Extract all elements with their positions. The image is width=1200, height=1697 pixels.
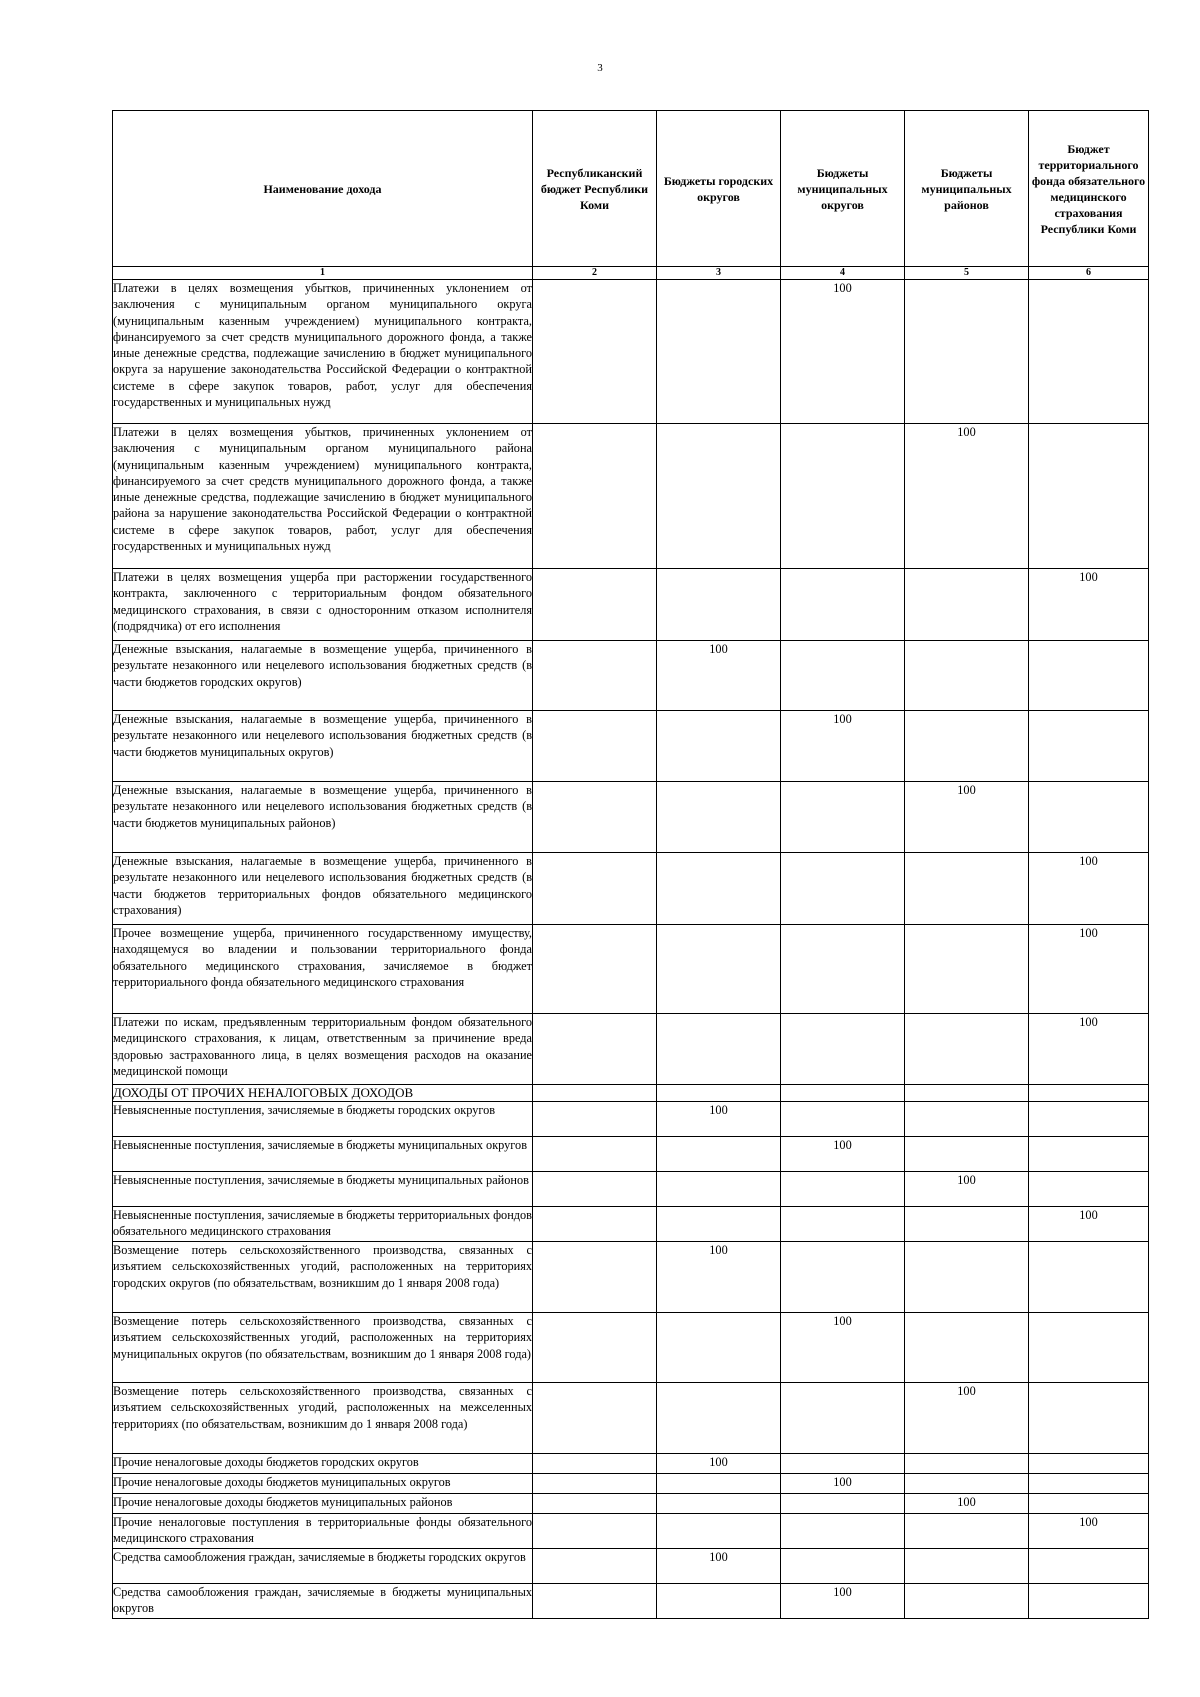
percent-cell — [781, 1085, 905, 1102]
percent-cell — [1029, 1383, 1149, 1454]
table-body — [113, 280, 1149, 1619]
header-medical-insurance-fund: Бюджет территориального фонда обязательного медицинского страхования Республики Коми — [1029, 111, 1149, 267]
percent-cell — [1029, 1494, 1149, 1514]
percent-cell — [781, 1014, 905, 1085]
income-name-cell: Возмещение потерь сельскохозяйственного производства, связанных с изъятием сельскохозяйственных угодий, расположенных на территориях городских округов (по обязательствам, возникшим до 1 января 2008 года) — [113, 1242, 533, 1313]
header-income-name: Наименование дохода — [113, 111, 533, 267]
income-name-cell: Невыясненные поступления, зачисляемые в бюджеты муниципальных районов — [113, 1172, 533, 1207]
percent-cell — [533, 1085, 657, 1102]
percent-cell — [905, 711, 1029, 782]
percent-cell — [1029, 1549, 1149, 1584]
header-municipal-districts: Бюджеты муниципальных округов — [781, 111, 905, 267]
table-row — [113, 853, 1149, 925]
table-row — [113, 424, 1149, 569]
percent-cell — [657, 782, 781, 853]
percent-cell — [781, 569, 905, 641]
table-row — [113, 1584, 1149, 1619]
percent-cell — [533, 853, 657, 925]
percent-cell — [533, 424, 657, 569]
percent-cell — [905, 569, 1029, 641]
percent-cell — [1029, 1474, 1149, 1494]
income-name-cell: Платежи в целях возмещения убытков, причиненных уклонением от заключения с муниципальным органом муниципального округа (муниципальным казенным учреждением) муниципального контракта, финансируемого за счет средств муниципального дорожного фонда, а также иные денежные средства, подлежащие зачислению в бюджет муниципального округа за нарушение законодательства Российской Федерации о контрактной системе в сфере закупок товаров, работ, услуг для обеспечения государственных и муниципальных нужд — [113, 280, 533, 424]
header-republican-budget: Республиканский бюджет Республики Коми — [533, 111, 657, 267]
percent-cell — [1029, 1584, 1149, 1619]
percent-cell — [1029, 1102, 1149, 1137]
percent-cell — [657, 569, 781, 641]
percent-cell — [657, 280, 781, 424]
column-number: 1 — [113, 267, 533, 280]
table-row — [113, 1207, 1149, 1242]
percent-cell — [781, 925, 905, 1014]
percent-cell: 100 — [1029, 1514, 1149, 1549]
income-name-cell: Денежные взыскания, налагаемые в возмещение ущерба, причиненного в результате незаконного или нецелевого использования бюджетных средств (в части бюджетов муниципальных районов) — [113, 782, 533, 853]
percent-cell — [533, 569, 657, 641]
percent-cell — [657, 424, 781, 569]
table-row — [113, 1494, 1149, 1514]
percent-cell — [657, 1172, 781, 1207]
income-name-cell: Денежные взыскания, налагаемые в возмещение ущерба, причиненного в результате незаконного или нецелевого использования бюджетных средств (в части бюджетов муниципальных округов) — [113, 711, 533, 782]
percent-cell — [781, 1207, 905, 1242]
percent-cell: 100 — [657, 641, 781, 711]
percent-cell — [533, 1549, 657, 1584]
percent-cell — [533, 925, 657, 1014]
section-title: ДОХОДЫ ОТ ПРОЧИХ НЕНАЛОГОВЫХ ДОХОДОВ — [113, 1085, 533, 1102]
table-row — [113, 1137, 1149, 1172]
column-number-row — [113, 267, 1149, 280]
percent-cell — [905, 1014, 1029, 1085]
percent-cell — [657, 1584, 781, 1619]
percent-cell — [533, 1102, 657, 1137]
percent-cell — [781, 853, 905, 925]
percent-cell — [905, 1584, 1029, 1619]
percent-cell: 100 — [781, 1474, 905, 1494]
percent-cell — [781, 1454, 905, 1474]
income-name-cell: Невыясненные поступления, зачисляемые в бюджеты муниципальных округов — [113, 1137, 533, 1172]
percent-cell: 100 — [781, 711, 905, 782]
percent-cell — [905, 280, 1029, 424]
percent-cell — [1029, 1454, 1149, 1474]
table-row — [113, 1454, 1149, 1474]
table-row — [113, 1474, 1149, 1494]
percent-cell: 100 — [657, 1549, 781, 1584]
percent-cell — [533, 1494, 657, 1514]
percent-cell: 100 — [1029, 1014, 1149, 1085]
percent-cell — [781, 1514, 905, 1549]
percent-cell — [781, 1383, 905, 1454]
percent-cell — [657, 711, 781, 782]
percent-cell — [781, 1172, 905, 1207]
percent-cell — [657, 853, 781, 925]
percent-cell: 100 — [905, 782, 1029, 853]
income-name-cell: Прочее возмещение ущерба, причиненного государственному имуществу, находящемуся во владении и пользовании территориального фонда обязательного медицинского страхования, зачисляемое в бюджет территориального фонда обязательного медицинского страхования — [113, 925, 533, 1014]
percent-cell — [533, 641, 657, 711]
percent-cell — [905, 1137, 1029, 1172]
percent-cell: 100 — [781, 1313, 905, 1383]
percent-cell — [533, 1172, 657, 1207]
percent-cell — [1029, 424, 1149, 569]
percent-cell: 100 — [1029, 853, 1149, 925]
percent-cell — [657, 1207, 781, 1242]
percent-cell — [533, 1383, 657, 1454]
income-name-cell: Прочие неналоговые поступления в территориальные фонды обязательного медицинского страхования — [113, 1514, 533, 1549]
table-row — [113, 1242, 1149, 1313]
percent-cell — [781, 782, 905, 853]
page-number: 3 — [597, 62, 603, 74]
income-name-cell: Прочие неналоговые доходы бюджетов городских округов — [113, 1454, 533, 1474]
income-name-cell: Средства самообложения граждан, зачисляемые в бюджеты городских округов — [113, 1549, 533, 1584]
income-name-cell: Платежи по искам, предъявленным территориальным фондом обязательного медицинского страхования, к лицам, ответственным за причинение вреда здоровью застрахованного лица, в целях возмещения расходов на оказание медицинской помощи — [113, 1014, 533, 1085]
percent-cell: 100 — [905, 1494, 1029, 1514]
table-row — [113, 1102, 1149, 1137]
percent-cell — [533, 711, 657, 782]
table-row — [113, 1313, 1149, 1383]
percent-cell — [905, 1549, 1029, 1584]
percent-cell — [781, 1102, 905, 1137]
percent-cell — [905, 925, 1029, 1014]
revenue-distribution-table — [112, 110, 1149, 1619]
percent-cell — [533, 1514, 657, 1549]
percent-cell: 100 — [1029, 925, 1149, 1014]
percent-cell — [1029, 1242, 1149, 1313]
percent-cell: 100 — [781, 280, 905, 424]
column-number: 6 — [1029, 267, 1149, 280]
header-municipal-regions: Бюджеты муниципальных районов — [905, 111, 1029, 267]
percent-cell: 100 — [657, 1242, 781, 1313]
percent-cell — [781, 1549, 905, 1584]
table-row — [113, 1014, 1149, 1085]
percent-cell — [657, 1514, 781, 1549]
column-number: 3 — [657, 267, 781, 280]
income-name-cell: Возмещение потерь сельскохозяйственного производства, связанных с изъятием сельскохозяйственных угодий, расположенных на межселенных территориях (по обязательствам, возникшим до 1 января 2008 года) — [113, 1383, 533, 1454]
income-name-cell: Денежные взыскания, налагаемые в возмещение ущерба, причиненного в результате незаконного или нецелевого использования бюджетных средств (в части бюджетов городских округов) — [113, 641, 533, 711]
percent-cell — [533, 1242, 657, 1313]
income-name-cell: Возмещение потерь сельскохозяйственного производства, связанных с изъятием сельскохозяйственных угодий, расположенных на территориях муниципальных округов (по обязательствам, возникшим до 1 января 2008 года) — [113, 1313, 533, 1383]
percent-cell: 100 — [657, 1102, 781, 1137]
percent-cell — [533, 1584, 657, 1619]
income-name-cell: Платежи в целях возмещения убытков, причиненных уклонением от заключения с муниципальным органом муниципального района (муниципальным казенным учреждением) муниципального контракта, финансируемого за счет средств муниципального дорожного фонда, а также иные денежные средства, подлежащие зачислению в бюджет муниципального района за нарушение законодательства Российской Федерации о контрактной системе в сфере закупок товаров, работ, услуг для обеспечения государственных и муниципальных нужд — [113, 424, 533, 569]
percent-cell — [905, 641, 1029, 711]
table-row — [113, 280, 1149, 424]
percent-cell — [657, 925, 781, 1014]
section-row — [113, 1085, 1149, 1102]
percent-cell — [657, 1474, 781, 1494]
table-row — [113, 1514, 1149, 1549]
percent-cell — [533, 1454, 657, 1474]
percent-cell — [533, 1474, 657, 1494]
percent-cell — [1029, 782, 1149, 853]
column-number: 2 — [533, 267, 657, 280]
percent-cell: 100 — [781, 1137, 905, 1172]
income-name-cell: Средства самообложения граждан, зачисляемые в бюджеты муниципальных округов — [113, 1584, 533, 1619]
table-row — [113, 641, 1149, 711]
percent-cell — [533, 1313, 657, 1383]
percent-cell: 100 — [781, 1584, 905, 1619]
table-row — [113, 1383, 1149, 1454]
income-name-cell: Невыясненные поступления, зачисляемые в бюджеты городских округов — [113, 1102, 533, 1137]
income-name-cell: Платежи в целях возмещения ущерба при расторжении государственного контракта, заключенного с территориальным фондом обязательного медицинского страхования, в связи с односторонним отказом исполнителя (подрядчика) от его исполнения — [113, 569, 533, 641]
percent-cell — [1029, 1172, 1149, 1207]
percent-cell — [781, 641, 905, 711]
percent-cell — [1029, 711, 1149, 782]
percent-cell — [1029, 280, 1149, 424]
percent-cell — [781, 1494, 905, 1514]
percent-cell — [1029, 1085, 1149, 1102]
income-name-cell: Невыясненные поступления, зачисляемые в бюджеты территориальных фондов обязательного медицинского страхования — [113, 1207, 533, 1242]
percent-cell — [533, 1207, 657, 1242]
percent-cell — [905, 1514, 1029, 1549]
table-row — [113, 1549, 1149, 1584]
table-row — [113, 569, 1149, 641]
table-row — [113, 1172, 1149, 1207]
table-row — [113, 711, 1149, 782]
percent-cell — [905, 1454, 1029, 1474]
percent-cell — [533, 782, 657, 853]
header-city-districts: Бюджеты городских округов — [657, 111, 781, 267]
percent-cell — [905, 1313, 1029, 1383]
income-name-cell: Прочие неналоговые доходы бюджетов муниципальных районов — [113, 1494, 533, 1514]
percent-cell — [1029, 1313, 1149, 1383]
income-name-cell: Денежные взыскания, налагаемые в возмещение ущерба, причиненного в результате незаконного или нецелевого использования бюджетных средств (в части бюджетов территориальных фондов обязательного медицинского страхования) — [113, 853, 533, 925]
percent-cell: 100 — [905, 424, 1029, 569]
percent-cell — [657, 1014, 781, 1085]
percent-cell — [905, 1207, 1029, 1242]
percent-cell — [533, 280, 657, 424]
column-number: 4 — [781, 267, 905, 280]
percent-cell — [1029, 1137, 1149, 1172]
percent-cell — [905, 1085, 1029, 1102]
percent-cell — [533, 1137, 657, 1172]
percent-cell — [657, 1383, 781, 1454]
percent-cell — [657, 1494, 781, 1514]
percent-cell: 100 — [1029, 569, 1149, 641]
percent-cell: 100 — [1029, 1207, 1149, 1242]
percent-cell — [657, 1313, 781, 1383]
header-row — [113, 111, 1149, 267]
percent-cell — [533, 1014, 657, 1085]
percent-cell — [905, 1242, 1029, 1313]
percent-cell — [781, 1242, 905, 1313]
column-number: 5 — [905, 267, 1029, 280]
table-row — [113, 782, 1149, 853]
percent-cell: 100 — [905, 1172, 1029, 1207]
percent-cell: 100 — [905, 1383, 1029, 1454]
percent-cell: 100 — [657, 1454, 781, 1474]
table-row — [113, 925, 1149, 1014]
percent-cell — [657, 1137, 781, 1172]
percent-cell — [905, 1474, 1029, 1494]
percent-cell — [781, 424, 905, 569]
percent-cell — [905, 1102, 1029, 1137]
income-name-cell: Прочие неналоговые доходы бюджетов муниципальных округов — [113, 1474, 533, 1494]
percent-cell — [1029, 641, 1149, 711]
percent-cell — [905, 853, 1029, 925]
percent-cell — [657, 1085, 781, 1102]
